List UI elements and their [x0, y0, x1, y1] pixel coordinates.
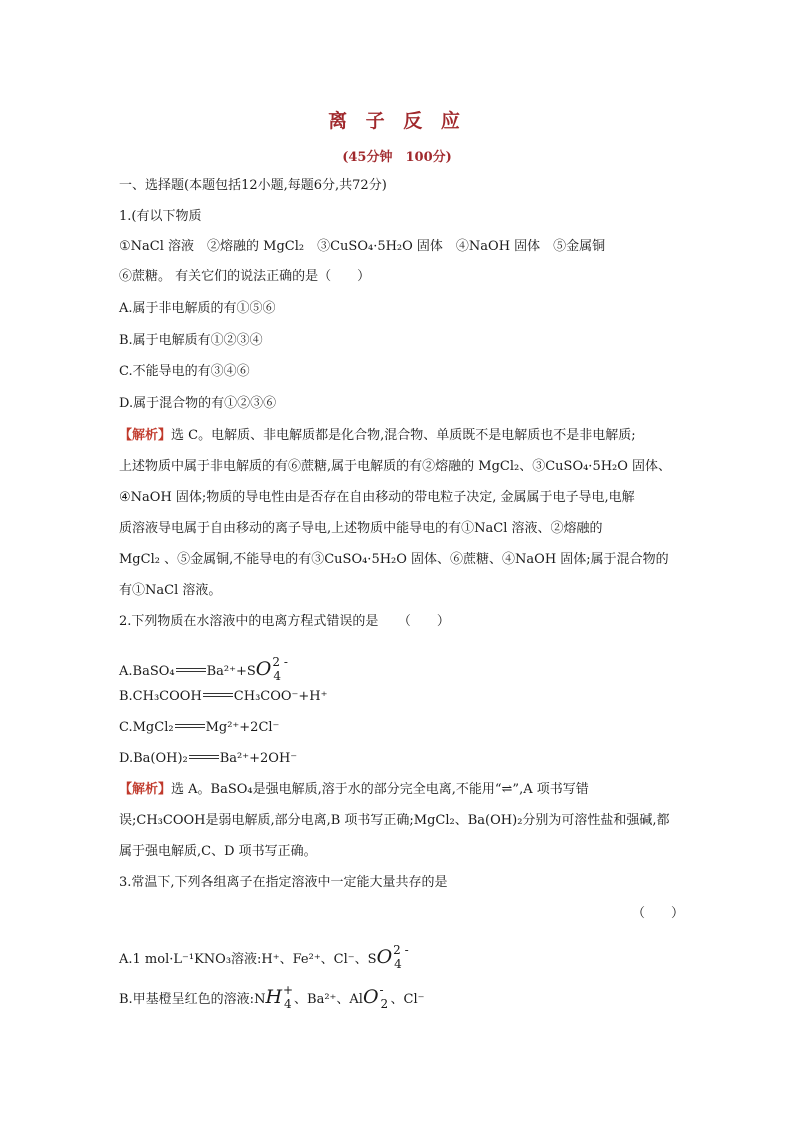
- ion-symbol: O: [362, 986, 379, 1008]
- ion-charge: [271, 655, 288, 683]
- q3-stem: 3.常温下,下列各组离子在指定溶液中一定能大量共存的是: [119, 875, 448, 890]
- q1-analysis-line-2: 上述物质中属于非电解质的有⑥蔗糖,属于电解质的有②熔融的 MgCl₂、③CuSO₄·5H₂O 固体、: [119, 459, 672, 474]
- page-title: 离 子 反 应: [328, 110, 466, 132]
- charge-sub: 4: [273, 669, 282, 683]
- ion-symbol: H: [265, 986, 283, 1008]
- equation-right: Ba²⁺+S: [206, 664, 256, 679]
- q1-option-b: B.属于电解质有①②③④: [119, 333, 263, 348]
- q1-analysis-line-3: ④NaOH 固体;物质的导电性由是否存在自由移动的带电粒子决定, 金属属于电子导电,电解: [119, 490, 635, 505]
- q1-option-a: A.属于非电解质的有①⑤⑥: [119, 301, 276, 316]
- analysis-tag: 【解析】: [119, 428, 172, 443]
- analysis-tag: 【解析】: [119, 782, 172, 797]
- q1-option-c: C.不能导电的有③④⑥: [119, 364, 250, 379]
- q2-stem: 2.下列物质在水溶液中的电离方程式错误的是 （ ）: [119, 614, 450, 629]
- ion-symbol: O: [376, 946, 393, 968]
- q1-items-2: ⑥蔗糖。 有关它们的说法正确的是（ ）: [119, 269, 371, 284]
- page-subtitle: (45分钟 100分): [342, 150, 452, 165]
- ion-charge: [379, 983, 391, 1011]
- option-text: B.甲基橙呈红色的溶液:N: [119, 992, 266, 1007]
- equation-right: Mg²⁺+2Cl⁻: [205, 720, 280, 735]
- reversible-arrow: [203, 693, 233, 697]
- q1-items: ①NaCl 溶液 ②熔融的 MgCl₂ ③CuSO₄·5H₂O 固体 ④NaOH 固体 ⑤金属铜: [119, 239, 606, 254]
- q2-option-b: [119, 688, 328, 706]
- charge-sup: 2 -: [393, 943, 409, 957]
- option-text-mid: 、Ba²⁺、Al: [294, 992, 363, 1007]
- q2-option-c: [119, 719, 279, 737]
- reversible-arrow: [176, 668, 206, 672]
- equals-sign: [175, 724, 205, 728]
- charge-sub: 2: [380, 997, 389, 1011]
- q3-option-a: [119, 943, 409, 971]
- q1-analysis-line-1: [119, 427, 636, 445]
- q2-option-d: [119, 750, 297, 768]
- ion-charge: [282, 983, 294, 1011]
- equation-left: C.MgCl₂: [119, 720, 174, 735]
- equation-left: B.CH₃COOH: [119, 689, 202, 704]
- equals-sign: [189, 755, 219, 759]
- equation-right: Ba²⁺+2OH⁻: [219, 751, 298, 766]
- q3-option-b: [119, 983, 425, 1011]
- equation-right: CH₃COO⁻+H⁺: [233, 689, 328, 704]
- q2-analysis-line-2: 误;CH₃COOH是弱电解质,部分电离,B 项书写正确;MgCl₂、Ba(OH)₂分别为可溶性盐和强碱,都: [119, 813, 670, 828]
- analysis-text: 选 C。电解质、非电解质都是化合物,混合物、单质既不是电解质也不是非电解质;: [171, 428, 636, 443]
- analysis-text: 选 A。BaSO₄是强电解质,溶于水的部分完全电离,不能用“⇌”,A 项书写错: [171, 782, 589, 797]
- equation-left: A.BaSO₄: [119, 664, 175, 679]
- charge-sup: -: [379, 983, 384, 997]
- ion-charge: [392, 943, 409, 971]
- q3-answer-bracket: （ ）: [632, 906, 685, 921]
- charge-sup: +: [283, 983, 294, 997]
- q1-analysis-line-6: 有①NaCl 溶液。: [119, 583, 222, 598]
- q1-analysis-line-4: 质溶液导电属于自由移动的离子导电,上述物质中能导电的有①NaCl 溶液、②熔融的: [119, 521, 603, 536]
- q2-option-a: [119, 655, 288, 683]
- q1-stem: 1.(有以下物质: [119, 209, 202, 224]
- q1-option-d: D.属于混合物的有①②③⑥: [119, 396, 277, 411]
- q2-analysis-line-1: [119, 781, 589, 799]
- q1-analysis-line-5: MgCl₂ 、⑤金属铜,不能导电的有③CuSO₄·5H₂O 固体、⑥蔗糖、④NaOH 固体;属于混合物的: [119, 552, 669, 567]
- section-heading: 一、选择题(本题包括12小题,每题6分,共72分): [119, 178, 387, 193]
- option-text: A.1 mol·L⁻¹KNO₃溶液:H⁺、Fe²⁺、Cl⁻、S: [119, 952, 377, 967]
- charge-sub: 4: [284, 997, 292, 1011]
- charge-sup: 2 -: [272, 655, 288, 669]
- q2-analysis-line-3: 属于强电解质,C、D 项书写正确。: [119, 844, 317, 859]
- option-text-end: 、Cl⁻: [390, 992, 425, 1007]
- charge-sub: 4: [394, 957, 402, 971]
- equation-left: D.Ba(OH)₂: [119, 751, 188, 766]
- ion-symbol: O: [255, 658, 272, 680]
